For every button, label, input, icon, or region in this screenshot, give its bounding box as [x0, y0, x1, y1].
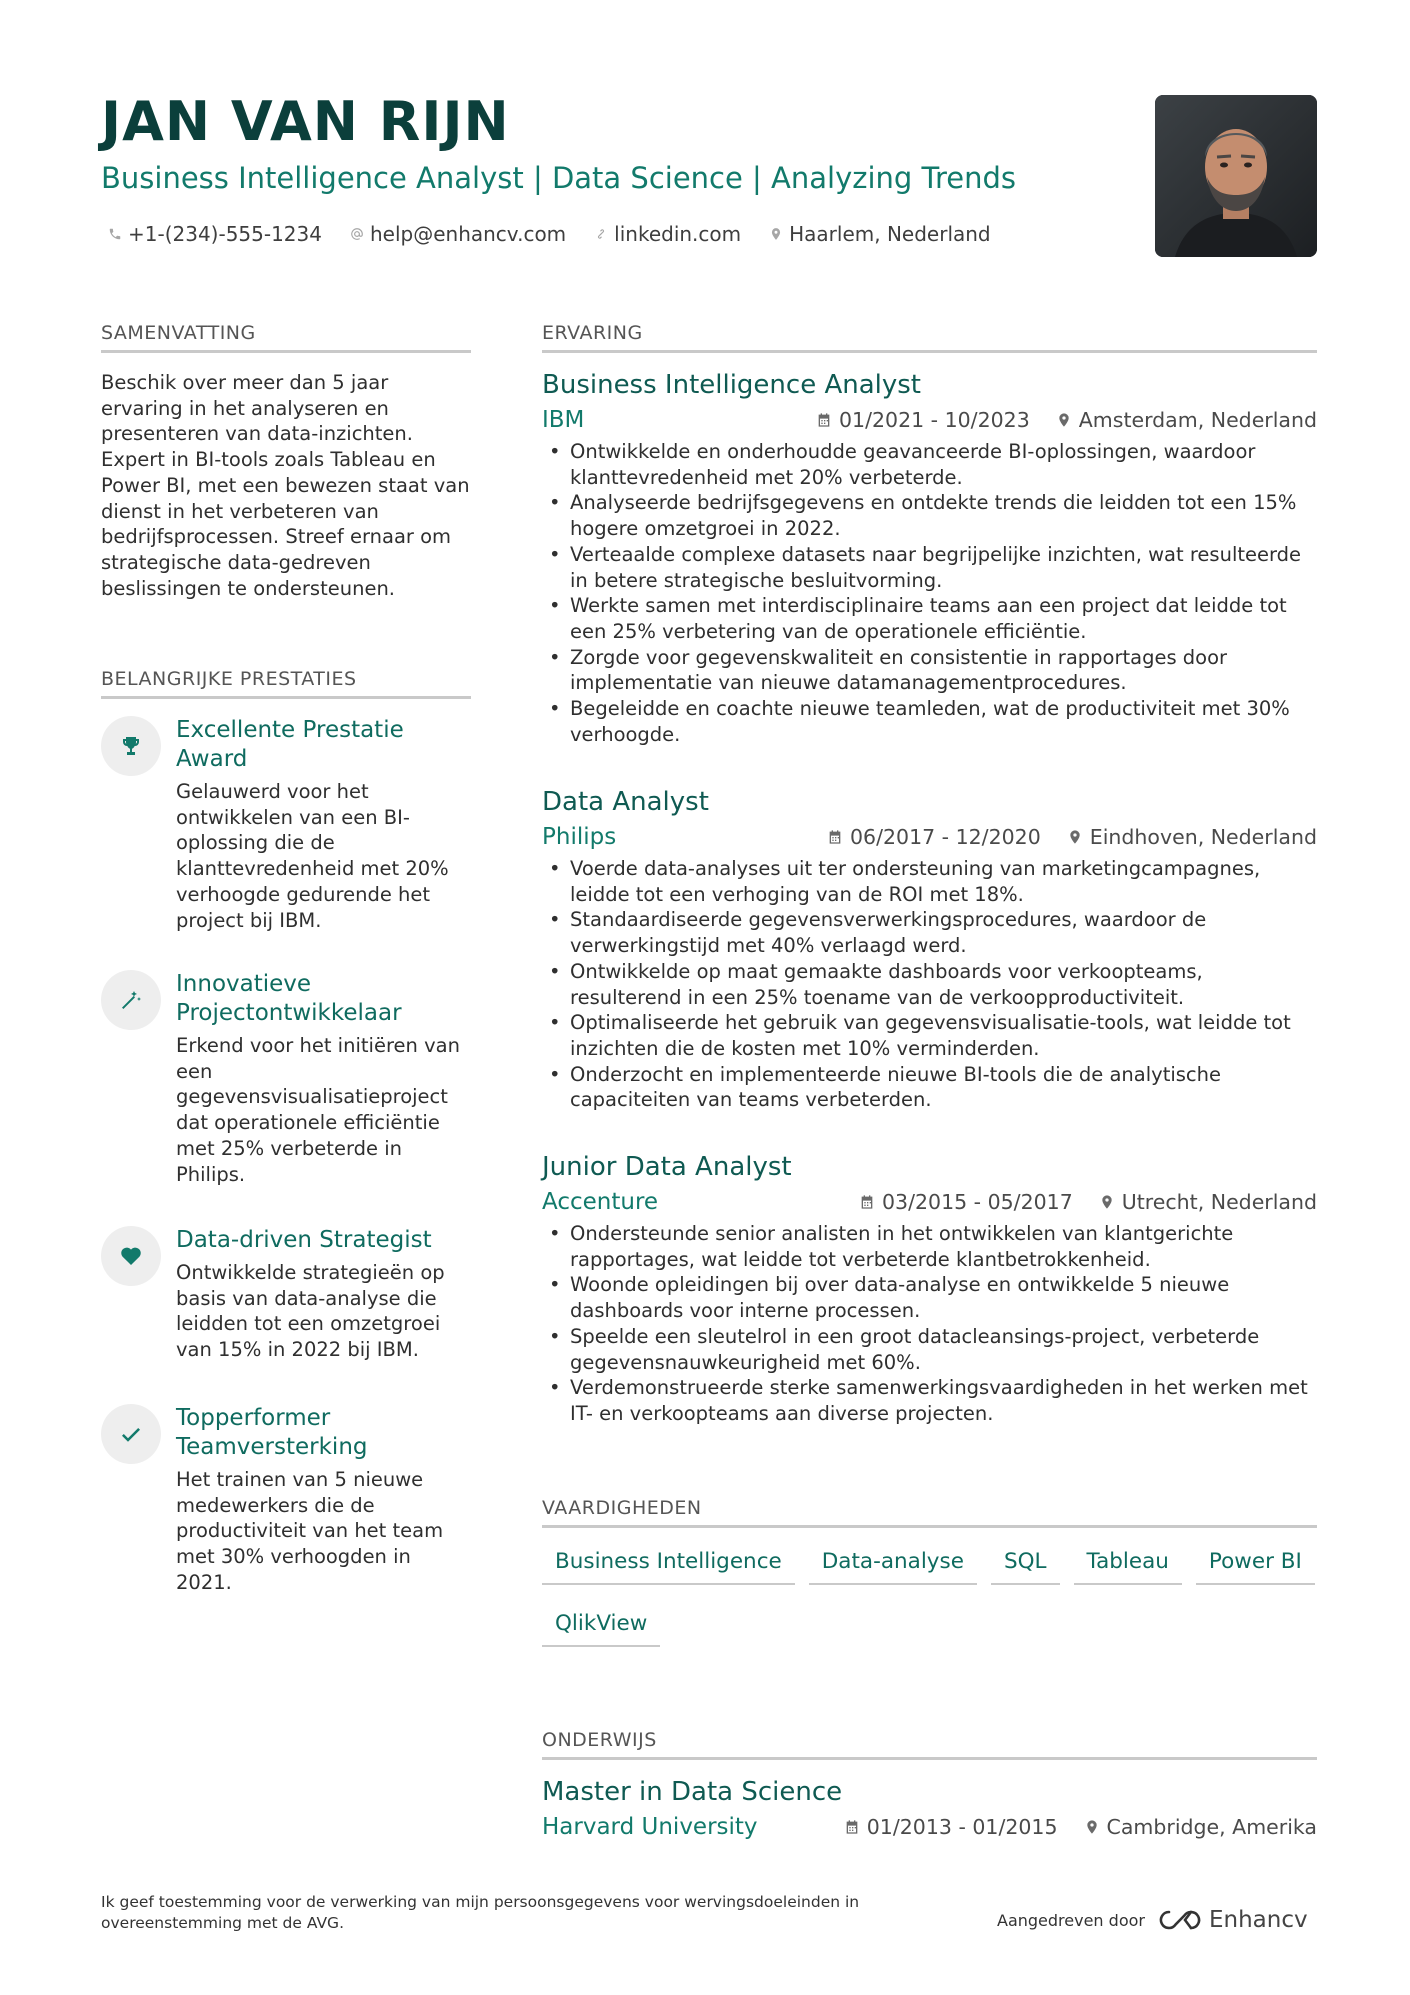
company-name: Philips: [542, 824, 617, 850]
bullet-item: • Begeleidde en coachte nieuwe teamleden, wat de productiviteit met 30% verhoogde.: [542, 696, 1317, 747]
achievements-heading: BELANGRIJKE PRESTATIES: [101, 668, 471, 699]
contact-email[interactable]: [350, 222, 566, 246]
job-dates: [816, 408, 1030, 432]
enhancv-logo-icon: [1157, 1908, 1203, 1932]
job-dates: [827, 825, 1041, 849]
skill-tag: SQL: [991, 1545, 1060, 1585]
company-name: IBM: [542, 407, 585, 433]
job-bullets: [542, 856, 1317, 1113]
linkedin-text: linkedin.com: [614, 222, 742, 246]
job-title: Junior Data Analyst: [542, 1152, 792, 1182]
achievement-item: [101, 970, 471, 1187]
location-pin-icon: [1099, 1194, 1115, 1210]
contact-linkedin[interactable]: [594, 222, 741, 246]
skill-tag: Power BI: [1196, 1545, 1315, 1585]
achievement-description: Erkend voor het initiëren van een gegevensvisualisatieproject dat operationele efficiëntie met 25% verbeterde in Philips.: [176, 1034, 460, 1186]
bullet-item: • Optimaliseerde het gebruik van gegevensvisualisatie-tools, wat leidde tot inzichten die de kosten met 10% verminderden.: [542, 1010, 1317, 1061]
achievement-description: Het trainen van 5 nieuwe medewerkers die de productiviteit van het team met 30% verhoogden in 2021.: [176, 1468, 444, 1594]
calendar-icon: [859, 1194, 875, 1210]
achievement-title: Topperformer Teamversterking: [176, 1405, 368, 1460]
skill-tag: Tableau: [1074, 1545, 1182, 1585]
profile-photo: [1155, 95, 1317, 257]
candidate-name: JAN VAN RIJN: [101, 90, 510, 153]
bullet-item: • Ontwikkelde op maat gemaakte dashboards voor verkoopteams, resulterend in een 25% toename van de verkoopproductiviteit.: [542, 959, 1317, 1010]
location-pin-icon: [1056, 412, 1072, 428]
skills-list: [542, 1545, 1317, 1647]
calendar-icon: [844, 1819, 860, 1835]
achievement-title: Innovatieve Projectontwikkelaar: [176, 971, 402, 1026]
skill-tag: QlikView: [542, 1607, 660, 1647]
summary-heading: SAMENVATTING: [101, 322, 471, 353]
achievement-description: Gelauwerd voor het ontwikkelen van een BI-oplossing die de klanttevredenheid met 20% verhoogde gedurende het project bij IBM.: [176, 780, 449, 932]
achievement-title: Data-driven Strategist: [176, 1227, 432, 1253]
achievement-description: Ontwikkelde strategieën op basis van data-analyse die leidden tot een omzetgroei van 15% in 2022 bij IBM.: [176, 1261, 445, 1362]
location-text: Amsterdam, Nederland: [1078, 408, 1317, 432]
job-bullets: [542, 1221, 1317, 1427]
link-icon: [594, 227, 608, 241]
skill-tag: Business Intelligence: [542, 1545, 795, 1585]
enhancv-logo[interactable]: [1157, 1907, 1308, 1933]
phone-text: +1-(234)-555-1234: [128, 222, 322, 246]
job-location: [1099, 1190, 1317, 1214]
school-name: Harvard University: [542, 1814, 758, 1840]
achievement-item: [101, 1404, 471, 1596]
dates-text: 06/2017 - 12/2020: [850, 825, 1041, 849]
contact-location: [769, 222, 991, 246]
experience-heading: ERVARING: [542, 322, 1317, 353]
job-bullets: [542, 439, 1317, 747]
bullet-item: • Analyseerde bedrijfsgegevens en ontdekte trends die leidden tot een 15% hogere omzetgroei in 2022.: [542, 490, 1317, 541]
bullet-item: • Speelde een sleutelrol in een groot datacleansings-project, verbeterde gegevensnauwkeurigheid met 60%.: [542, 1324, 1317, 1375]
job-title: Data Analyst: [542, 787, 709, 817]
location-text: Eindhoven, Nederland: [1089, 825, 1317, 849]
bullet-item: • Onderzocht en implementeerde nieuwe BI-tools die de analytische capaciteiten van teams verbeterden.: [542, 1062, 1317, 1113]
bullet-item: • Verteaalde complexe datasets naar begrijpelijke inzichten, wat resulteerde in betere strategische besluitvorming.: [542, 542, 1317, 593]
skill-tag: Data-analyse: [809, 1545, 977, 1585]
company-name: Accenture: [542, 1189, 659, 1215]
dates-text: 01/2021 - 10/2023: [839, 408, 1030, 432]
trophy-icon: [101, 716, 161, 776]
location-pin-icon: [1084, 1819, 1100, 1835]
bullet-item: • Woonde opleidingen bij over data-analyse en ontwikkelde 5 nieuwe dashboards voor interne processen.: [542, 1272, 1317, 1323]
experience-entry: [542, 1151, 1317, 1427]
education-entry: [542, 1776, 1317, 1841]
heart-icon: [101, 1226, 161, 1286]
education-heading: ONDERWIJS: [542, 1729, 1317, 1760]
experience-entry: [542, 369, 1317, 747]
education-dates: [844, 1815, 1058, 1839]
dates-text: 03/2015 - 05/2017: [882, 1190, 1073, 1214]
education-location: [1084, 1815, 1317, 1839]
job-location: [1056, 408, 1317, 432]
degree-title: Master in Data Science: [542, 1777, 843, 1807]
location-text: Utrecht, Nederland: [1121, 1190, 1317, 1214]
job-title: Business Intelligence Analyst: [542, 370, 922, 400]
email-text: help@enhancv.com: [369, 222, 567, 246]
contact-phone: [108, 222, 322, 246]
bullet-item: • Standaardiseerde gegevensverwerkingsprocedures, waardoor de verwerkingstijd met 40% verlaagd werd.: [542, 907, 1317, 958]
experience-entry: [542, 786, 1317, 1113]
bullet-item: • Ontwikkelde en onderhoudde geavanceerde BI-oplossingen, waardoor klanttevredenheid met 20% verbeterde.: [542, 439, 1317, 490]
summary-text: Beschik over meer dan 5 jaar ervaring in het analyseren en presenteren van data-inzichten. Expert in BI-tools zoals Tableau en Power BI, met een bewezen staat van dienst in het verbeteren van bedrijfsprocessen. Streef ernaar om strategische data-gedreven beslissingen te ondersteunen.: [101, 371, 470, 600]
brand-name: Enhancv: [1208, 1907, 1308, 1933]
gdpr-consent: Ik geef toestemming voor de verwerking van mijn persoonsgegevens voor wervingsdoeleinden in overeenstemming met de AVG.: [101, 1893, 860, 1932]
calendar-icon: [816, 412, 832, 428]
checkmark-icon: [101, 1404, 161, 1464]
bullet-item: • Voerde data-analyses uit ter ondersteuning van marketingcampagnes, leidde tot een verhoging van de ROI met 18%.: [542, 856, 1317, 907]
job-dates: [859, 1190, 1073, 1214]
powered-by-label: Aangedreven door: [997, 1910, 1145, 1930]
achievement-item: [101, 716, 471, 933]
headline: Business Intelligence Analyst | Data Science | Analyzing Trends: [101, 161, 1017, 195]
at-sign-icon: [350, 227, 364, 241]
skills-heading: VAARDIGHEDEN: [542, 1497, 1317, 1528]
contact-bar: [108, 222, 991, 246]
bullet-item: • Werkte samen met interdisciplinaire teams aan een project dat leidde tot een 25% verbetering van de operationele efficiëntie.: [542, 593, 1317, 644]
location-pin-icon: [769, 227, 783, 241]
dates-text: 01/2013 - 01/2015: [866, 1815, 1058, 1839]
powered-by: [997, 1907, 1308, 1933]
phone-icon: [108, 227, 122, 241]
bullet-item: • Verdemonstrueerde sterke samenwerkingsvaardigheden in het werken met IT- en verkoopteams aan diverse projecten.: [542, 1375, 1317, 1426]
magic-wand-icon: [101, 970, 161, 1030]
bullet-item: • Ondersteunde senior analisten in het ontwikkelen van klantgerichte rapportages, wat leidde tot verbeterde klantbetrokkenheid.: [542, 1221, 1317, 1272]
location-text: Haarlem, Nederland: [789, 222, 991, 246]
location-pin-icon: [1067, 829, 1083, 845]
bullet-item: • Zorgde voor gegevenskwaliteit en consistentie in rapportages door implementatie van nieuwe datamanagementprocedures.: [542, 645, 1317, 696]
calendar-icon: [827, 829, 843, 845]
location-text: Cambridge, Amerika: [1106, 1815, 1317, 1839]
achievement-item: [101, 1226, 471, 1363]
job-location: [1067, 825, 1317, 849]
achievement-title: Excellente Prestatie Award: [176, 717, 404, 772]
